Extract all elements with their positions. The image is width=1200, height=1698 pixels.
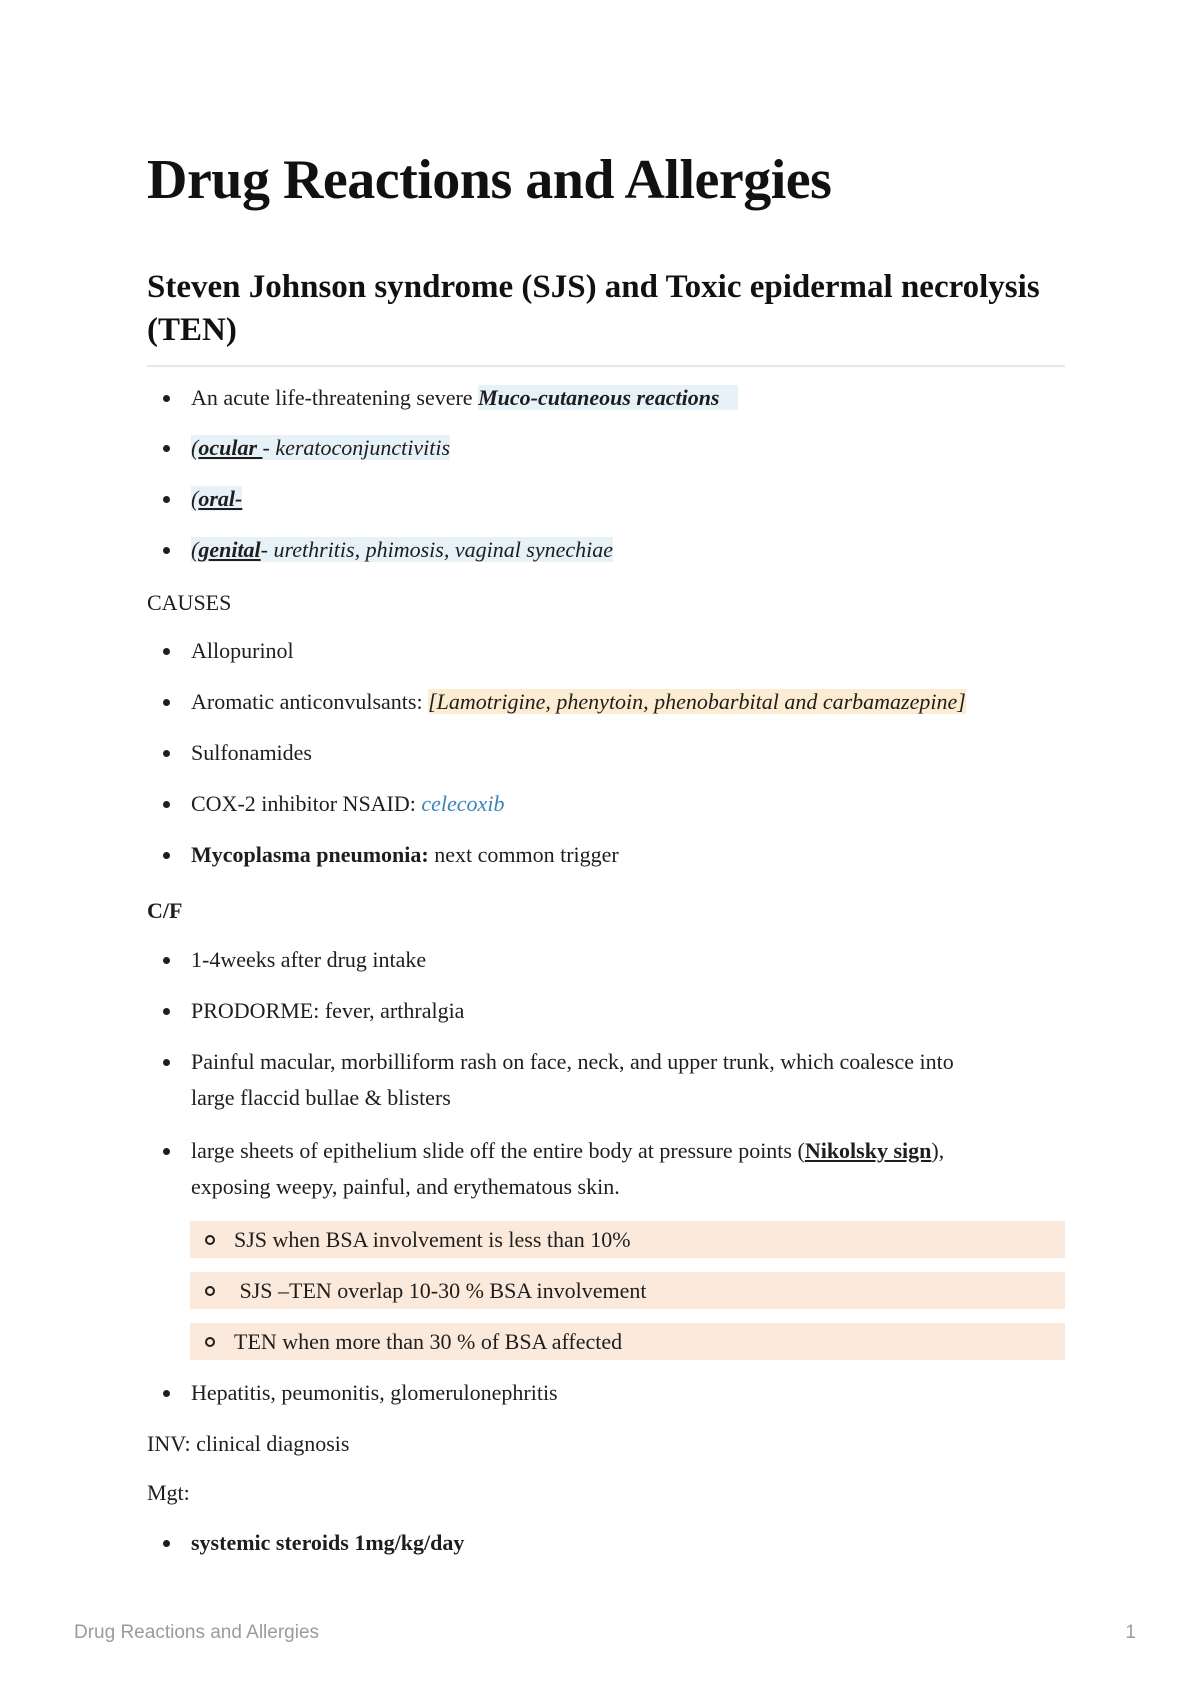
bsa-item-sjs: SJS when BSA involvement is less than 10% (190, 1221, 1065, 1258)
causes-heading: CAUSES (147, 590, 232, 615)
intro-list (147, 380, 1065, 583)
page-title: Drug Reactions and Allergies (147, 149, 832, 211)
emphasis-text: Muco-cutaneous reactions (478, 385, 720, 410)
section-heading: Steven Johnson syndrome (SJS) and Toxic epidermal necrolysis (TEN) (147, 266, 1065, 367)
list-item: large sheets of epithelium slide off the entire body at pressure points (Nikolsky sign), exposing weepy, painful, and erythematous skin. (147, 1133, 1065, 1221)
list-item: Hepatitis, peumonitis, glomerulonephritis (147, 1375, 1065, 1426)
cf-heading: C/F (147, 898, 183, 923)
footer-title: Drug Reactions and Allergies (74, 1622, 320, 1643)
list-item: (oral- (147, 481, 1065, 532)
causes-list (147, 633, 1065, 888)
list-item-text: - keratoconjunctivitis (262, 435, 451, 460)
list-item: (genital- urethritis, phimosis, vaginal synechiae (147, 532, 1065, 583)
emphasis-text: ocular (198, 435, 263, 460)
mgt-heading: Mgt: (147, 1480, 190, 1505)
inv-line: INV: clinical diagnosis (147, 1431, 350, 1456)
list-item: Sulfonamides (147, 735, 1065, 786)
list-item: 1-4weeks after drug intake (147, 942, 1065, 993)
list-item-text: - urethritis, phimosis, vaginal synechiae (260, 537, 614, 562)
nikolsky-sign: Nikolsky sign (804, 1138, 932, 1163)
cf-list-cont (147, 1375, 1065, 1426)
list-item: (ocular - keratoconjunctivitis (147, 430, 1065, 481)
emphasis-text: oral- (198, 486, 243, 511)
list-item: Allopurinol (147, 633, 1065, 684)
emphasis-text: genital (198, 537, 261, 562)
highlighted-drug-list: [Lamotrigine, phenytoin, phenobarbital and carbamazepine] (428, 689, 966, 714)
cf-list (147, 942, 1065, 1221)
list-item: PRODORME: fever, arthralgia (147, 993, 1065, 1044)
page-number: 1 (1125, 1622, 1136, 1643)
drug-link[interactable]: celecoxib (421, 791, 505, 816)
mgt-list (147, 1525, 1065, 1576)
list-item: Mycoplasma pneumonia: next common trigger (147, 837, 1065, 888)
bsa-item-ten: TEN when more than 30 % of BSA affected (190, 1323, 1065, 1360)
list-item (147, 380, 1065, 430)
list-item-text: An acute life-threatening severe (191, 385, 479, 410)
bsa-item-overlap: SJS –TEN overlap 10-30 % BSA involvement (190, 1272, 1065, 1309)
list-item: systemic steroids 1mg/kg/day (147, 1525, 1065, 1576)
list-item: Aromatic anticonvulsants: [Lamotrigine, phenytoin, phenobarbital and carbamazepine] (147, 684, 1065, 735)
list-item: COX-2 inhibitor NSAID: celecoxib (147, 786, 1065, 837)
list-item: Painful macular, morbilliform rash on face, neck, and upper trunk, which coalesce into large flaccid bullae & blisters (147, 1044, 1065, 1133)
